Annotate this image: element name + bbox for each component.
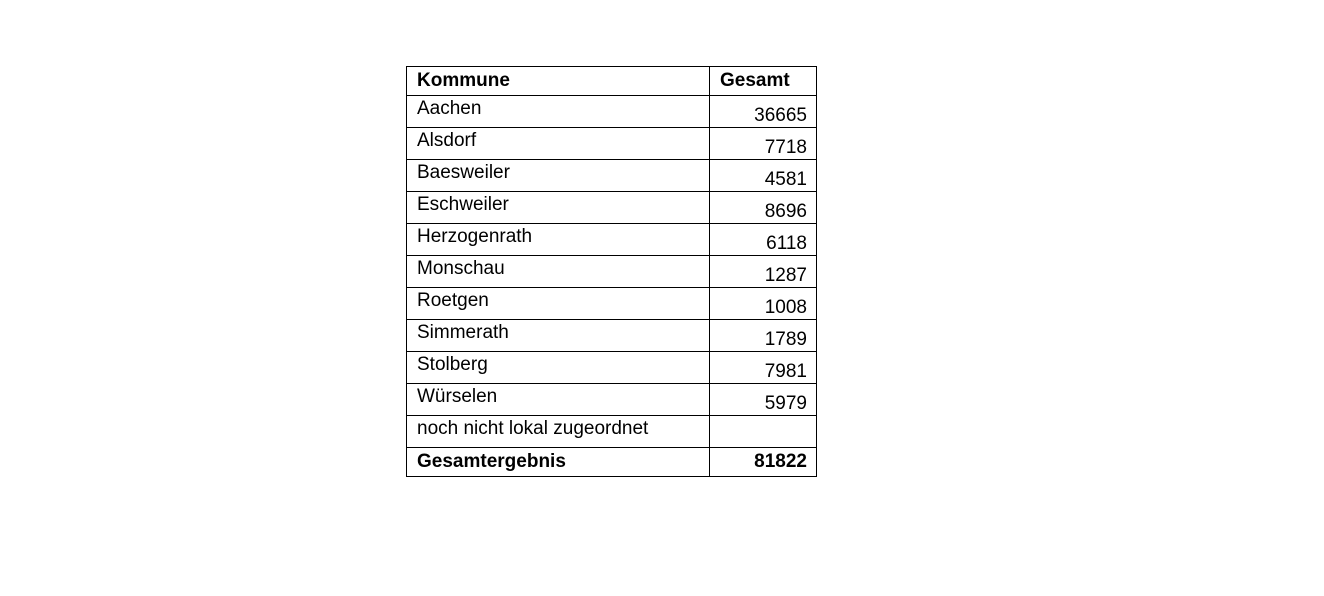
table-row (407, 224, 817, 256)
cell-gesamt: 6118 (710, 224, 817, 256)
table-row (407, 288, 817, 320)
table-row (407, 128, 817, 160)
cell-kommune: Alsdorf (407, 128, 710, 160)
cell-kommune: Eschweiler (407, 192, 710, 224)
cell-kommune: Aachen (407, 96, 710, 128)
total-label: Gesamtergebnis (407, 448, 710, 477)
data-table (406, 66, 817, 477)
cell-kommune: Würselen (407, 384, 710, 416)
cell-gesamt: 1008 (710, 288, 817, 320)
total-value: 81822 (710, 448, 817, 477)
cell-kommune: Roetgen (407, 288, 710, 320)
cell-gesamt: 7981 (710, 352, 817, 384)
header-gesamt: Gesamt (710, 67, 817, 96)
table-row (407, 192, 817, 224)
table-row (407, 160, 817, 192)
cell-kommune: Stolberg (407, 352, 710, 384)
table-row (407, 416, 817, 448)
table-row (407, 352, 817, 384)
table-row (407, 256, 817, 288)
table-row (407, 320, 817, 352)
cell-kommune: Baesweiler (407, 160, 710, 192)
cell-gesamt: 1287 (710, 256, 817, 288)
cell-kommune: Herzogenrath (407, 224, 710, 256)
cell-kommune: Monschau (407, 256, 710, 288)
cell-gesamt: 5979 (710, 384, 817, 416)
cell-gesamt: 7718 (710, 128, 817, 160)
table-row (407, 96, 817, 128)
table-row (407, 384, 817, 416)
cell-gesamt: 8696 (710, 192, 817, 224)
cell-gesamt (710, 416, 817, 448)
header-row (407, 67, 817, 96)
cell-kommune: noch nicht lokal zugeordnet (407, 416, 710, 448)
cell-gesamt: 4581 (710, 160, 817, 192)
header-kommune: Kommune (407, 67, 710, 96)
cell-gesamt: 1789 (710, 320, 817, 352)
total-row (407, 448, 817, 477)
cell-gesamt: 36665 (710, 96, 817, 128)
cell-kommune: Simmerath (407, 320, 710, 352)
